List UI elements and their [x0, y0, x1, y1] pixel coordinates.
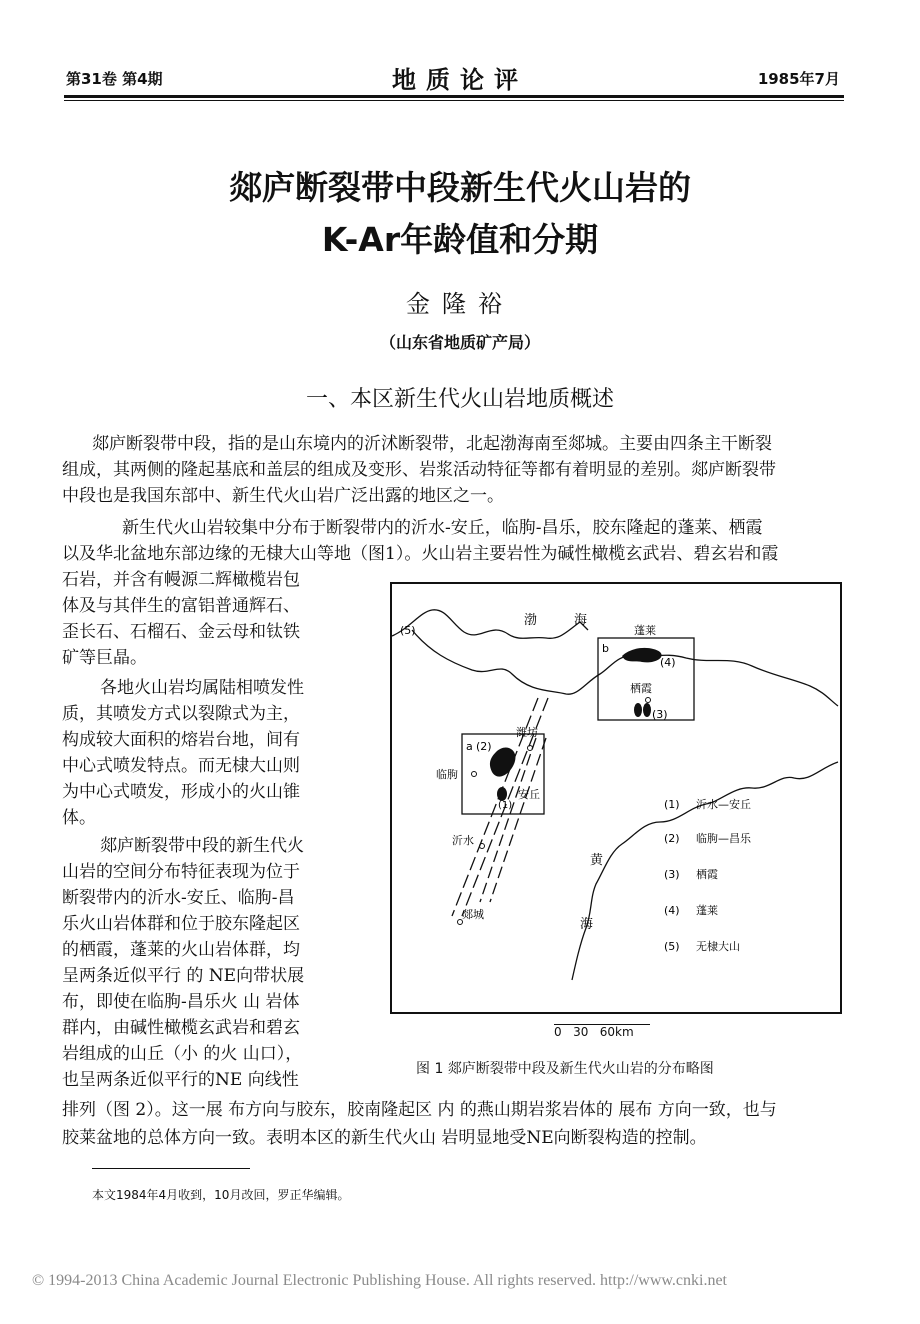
- footnote: 本文1984年4月收到，10月改回，罗正华编辑。: [92, 1188, 350, 1202]
- footnote-rule: [92, 1168, 250, 1169]
- figure-1-caption: 图 1 郯庐断裂带中段及新生代火山岩的分布略图: [416, 1061, 714, 1077]
- paragraph-3-line-1: 各地火山岩均属陆相喷发性: [100, 678, 304, 698]
- label-qixia: 栖霞: [630, 682, 652, 695]
- paragraph-3-line-2: 质，其喷发方式以裂隙式为主，: [62, 704, 300, 724]
- legend-name-4: 蓬莱: [696, 904, 718, 917]
- volcanic-body-qixia-1: [634, 703, 642, 717]
- paragraph-2-line-5: 歪长石、石榴石、金云母和钛铁: [62, 622, 300, 642]
- label-yishui: 沂水: [452, 834, 474, 847]
- paragraph-2-line-3: 石岩，并含有幔源二辉橄榄岩包: [62, 570, 300, 590]
- label-volcano-4: (4): [660, 656, 676, 669]
- legend-name-2: 临朐—昌乐: [696, 832, 751, 845]
- section-heading: 一、本区新生代火山岩地质概述: [305, 387, 614, 412]
- label-volcano-3: (3): [652, 708, 668, 721]
- copyright-notice: © 1994-2013 China Academic Journal Electronic Publishing House. All rights reserved. http://www.cnki.net: [32, 1272, 727, 1289]
- map-frame: [391, 583, 841, 1013]
- article-title-line1: 郯庐断裂带中段新生代火山岩的: [229, 168, 691, 207]
- paragraph-4-line-10: 也呈两条近似平行的NE 向线性: [62, 1070, 299, 1090]
- scale-bar-text: 0 30 60km: [554, 1025, 634, 1039]
- label-weifang: 潍坊: [516, 726, 538, 739]
- article-title-line2: K-Ar年龄值和分期: [321, 220, 599, 259]
- paragraph-2-line-6: 矿等巨晶。: [62, 648, 147, 668]
- legend-num-3: (3): [664, 868, 680, 881]
- paragraph-3-line-6: 体。: [62, 808, 96, 828]
- label-volcano-1: (1): [498, 800, 513, 811]
- volcanic-body-anqiu: [497, 787, 507, 801]
- paragraph-1-line-1: 郯庐断裂带中段，指的是山东境内的沂沭断裂带，北起渤海南至郯城。主要由四条主干断裂: [92, 434, 772, 454]
- label-anqiu: 安丘: [518, 788, 540, 801]
- paragraph-4-line-6: 呈两条近似平行 的 NE向带状展: [62, 966, 305, 986]
- paragraph-4-line-11: 排列（图 2）。这一展 布方向与胶东，胶南隆起区 内 的燕山期岩浆岩体的 展布 方向一致，也与: [62, 1100, 777, 1120]
- paragraph-4-line-5: 的栖霞，蓬莱的火山岩体群，均: [62, 940, 300, 960]
- label-volcano-2: (2): [476, 740, 492, 753]
- paragraph-4-line-12: 胶莱盆地的总体方向一致。表明本区的新生代火山 岩明显地受NE向断裂构造的控制。: [62, 1128, 707, 1148]
- paragraph-3-line-4: 中心式喷发特点。而无棣大山则: [62, 756, 300, 776]
- legend-num-2: (2): [664, 832, 680, 845]
- label-box-b: b: [602, 642, 609, 655]
- legend-num-5: (5): [664, 940, 680, 953]
- header-volume-issue: 第31卷 第4期: [66, 70, 163, 88]
- legend-name-3: 栖霞: [696, 868, 718, 881]
- paragraph-4-line-3: 断裂带内的沂水-安丘、临朐-昌: [62, 888, 295, 908]
- label-box-a: a: [466, 740, 473, 753]
- label-volcano-5: (5): [400, 624, 416, 637]
- paragraph-4-line-9: 岩组成的山丘（小 的火 山口），: [62, 1044, 303, 1064]
- paragraph-3-line-3: 构成较大面积的熔岩台地，间有: [62, 730, 300, 750]
- legend-num-1: (1): [664, 798, 680, 811]
- label-linqu: 临朐: [436, 768, 458, 781]
- legend-num-4: (4): [664, 904, 680, 917]
- paragraph-4-line-2: 山岩的空间分布特征表现为位于: [62, 862, 300, 882]
- legend-name-1: 沂水—安丘: [696, 798, 751, 811]
- paragraph-4-line-7: 布，即使在临朐-昌乐火 山 岩体: [62, 992, 300, 1012]
- paragraph-1-line-2: 组成，其两侧的隆起基底和盖层的组成及变形、岩浆活动特征等都有着明显的差别。郯庐断裂带: [62, 460, 776, 480]
- label-bohai-2: 海: [574, 613, 588, 628]
- label-bohai-1: 渤: [524, 613, 538, 628]
- label-huang: 黄: [590, 853, 604, 868]
- volcanic-body-qixia-2: [643, 703, 651, 717]
- header-journal-name: 地质论评: [392, 65, 528, 94]
- paragraph-2-line-4: 体及与其伴生的富铝普通辉石、: [62, 596, 300, 616]
- legend-name-5: 无棣大山: [696, 940, 740, 953]
- paragraph-4-line-8: 群内，由碱性橄榄玄武岩和碧玄: [62, 1018, 300, 1038]
- paragraph-1-line-3: 中段也是我国东部中、新生代火山岩广泛出露的地区之一。: [62, 486, 504, 506]
- paragraph-3-line-5: 为中心式喷发，形成小的火山锥: [62, 782, 300, 802]
- paragraph-2-line-1: 新生代火山岩较集中分布于断裂带内的沂水-安丘，临朐-昌乐，胶东隆起的蓬莱、栖霞: [122, 518, 763, 538]
- paragraph-4-line-1: 郯庐断裂带中段的新生代火: [100, 836, 304, 856]
- label-hai: 海: [580, 917, 594, 932]
- map-scale-bar: [540, 1024, 650, 1039]
- header-rule-thick: [64, 95, 844, 98]
- paragraph-4-line-4: 乐火山岩体群和位于胶东隆起区: [62, 914, 300, 934]
- header-rule-thin: [64, 100, 844, 101]
- paragraph-2-line-2: 以及华北盆地东部边缘的无棣大山等地（图1）。火山岩主要岩性为碱性橄榄玄武岩、碧玄岩和霞: [62, 544, 779, 564]
- figure-1-map: [390, 582, 842, 1014]
- label-tancheng: 郯城: [462, 908, 484, 921]
- label-penglai: 蓬莱: [634, 624, 656, 637]
- article-affiliation: （山东省地质矿产局）: [379, 333, 540, 352]
- header-date: 1985年7月: [757, 70, 840, 88]
- article-author: 金隆裕: [406, 290, 514, 318]
